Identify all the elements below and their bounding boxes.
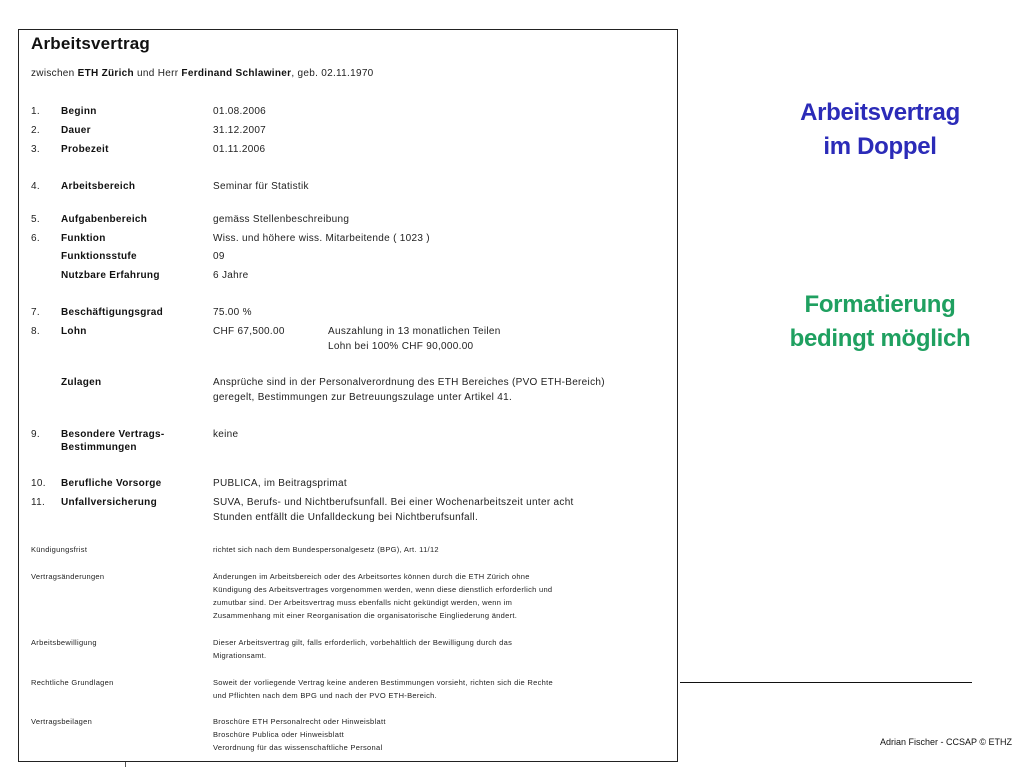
item-value: PUBLICA, im Beitragsprimat: [213, 478, 347, 489]
item-number: 4.: [31, 181, 40, 192]
section-label: Arbeitsbewilligung: [31, 638, 97, 647]
item-value: 09: [213, 251, 225, 262]
item-value-continued: Stunden entfällt die Unfalldeckung bei Nichtberufsunfall.: [213, 512, 479, 523]
item-label: Arbeitsbereich: [61, 181, 136, 192]
section-text: Broschüre ETH Personalrecht oder Hinweisblatt: [213, 717, 386, 726]
item-number: 11.: [31, 497, 46, 508]
item-label: Probezeit: [61, 144, 109, 155]
item-label-continued: Bestimmungen: [61, 442, 137, 453]
document-title: Arbeitsvertrag: [31, 34, 151, 53]
item-label: Funktionsstufe: [61, 251, 137, 262]
item-value: Wiss. und höhere wiss. Mitarbeitende ( 1023 ): [213, 233, 430, 244]
item-number: 7.: [31, 307, 40, 318]
item-number: 5.: [31, 214, 40, 225]
item-number: 2.: [31, 125, 40, 136]
item-value: 01.08.2006: [213, 106, 267, 117]
item-value: Ansprüche sind in der Personalverordnung des ETH Bereiches (PVO ETH-Bereich): [213, 377, 605, 388]
employer-name: ETH Zürich: [77, 68, 134, 79]
section-text: Zusammenhang mit einer Reorganisation die organisatorische Eingliederung ändert.: [213, 611, 518, 620]
slide-title-line1: Arbeitsvertrag: [800, 99, 960, 126]
slide-subtitle-line2: bedingt möglich: [789, 325, 971, 352]
item-value: SUVA, Berufs- und Nichtberufsunfall. Bei einer Wochenarbeitszeit unter acht: [213, 497, 574, 508]
item-number: 6.: [31, 233, 40, 244]
slide-title-line2: im Doppel: [823, 133, 937, 160]
slide-subtitle-line1: Formatierung: [804, 291, 956, 318]
item-label: Besondere Vertrags-: [61, 429, 165, 440]
between-suffix: , geb. 02.11.1970: [291, 68, 374, 79]
item-label: Aufgabenbereich: [61, 214, 148, 225]
section-label: Vertragsbeilagen: [31, 717, 93, 726]
section-text: Änderungen im Arbeitsbereich oder des Arbeitsortes können durch die ETH Zürich ohne: [213, 572, 530, 581]
item-value: gemäss Stellenbeschreibung: [213, 214, 350, 225]
item-value-continued: geregelt, Bestimmungen zur Betreuungszulage unter Artikel 41.: [213, 392, 513, 403]
section-text: Migrationsamt.: [213, 651, 267, 660]
salary-full-time-note: Lohn bei 100% CHF 90,000.00: [328, 341, 474, 352]
section-text: Kündigung des Arbeitsvertrages vorgenommen werden, wenn diese dienstlich erforderlich und: [213, 585, 553, 594]
item-label: Lohn: [61, 326, 87, 337]
slide-title: [760, 96, 1000, 164]
item-label: Zulagen: [61, 377, 102, 388]
item-value: Seminar für Statistik: [213, 181, 309, 192]
item-value: CHF 67,500.00: [213, 326, 285, 337]
section-label: Rechtliche Grundlagen: [31, 678, 114, 687]
item-label: Berufliche Vorsorge: [61, 478, 162, 489]
item-label: Beschäftigungsgrad: [61, 307, 164, 318]
section-text: Verordnung für das wissenschaftliche Personal: [213, 743, 383, 752]
footer-divider: [680, 682, 972, 683]
slide-subtitle: [760, 288, 1000, 356]
footer-credit: Adrian Fischer - CCSAP © ETHZ: [880, 737, 1012, 747]
item-label: Dauer: [61, 125, 91, 136]
section-label: Kündigungsfrist: [31, 545, 88, 554]
item-value: keine: [213, 429, 239, 440]
item-number: 1.: [31, 106, 40, 117]
section-text: richtet sich nach dem Bundespersonalgesetz (BPG), Art. 11/12: [213, 545, 439, 554]
item-number: 3.: [31, 144, 40, 155]
section-text: zumutbar sind. Der Arbeitsvertrag muss ebenfalls nicht gekündigt werden, wenn im: [213, 598, 513, 607]
item-label: Nutzbare Erfahrung: [61, 270, 160, 281]
item-number: 8.: [31, 326, 40, 337]
item-value: 6 Jahre: [213, 270, 249, 281]
item-label: Beginn: [61, 106, 97, 117]
employee-name: Ferdinand Schlawiner: [181, 68, 292, 79]
item-value: 31.12.2007: [213, 125, 267, 136]
section-text: Soweit der vorliegende Vertrag keine anderen Bestimmungen vorsieht, richten sich die Rechte: [213, 678, 553, 687]
item-label: Unfallversicherung: [61, 497, 157, 508]
salary-payment-note: Auszahlung in 13 monatlichen Teilen: [328, 326, 501, 337]
between-middle: und Herr: [133, 68, 182, 79]
section-text: Dieser Arbeitsvertrag gilt, falls erforderlich, vorbehältlich der Bewilligung durch das: [213, 638, 513, 647]
section-text: Broschüre Publica oder Hinweisblatt: [213, 730, 344, 739]
section-text: und Pflichten nach dem BPG und nach der PVO ETH-Bereich.: [213, 691, 437, 700]
section-label: Vertragsänderungen: [31, 572, 105, 581]
item-value: 75.00 %: [213, 307, 252, 318]
page-tick-mark: [125, 762, 126, 767]
item-label: Funktion: [61, 233, 106, 244]
item-number: 10.: [31, 478, 46, 489]
contract-document: [18, 29, 678, 762]
between-prefix: zwischen: [31, 68, 78, 79]
item-value: 01.11.2006: [213, 144, 266, 155]
contract-parties: [31, 68, 374, 79]
item-number: 9.: [31, 429, 40, 440]
